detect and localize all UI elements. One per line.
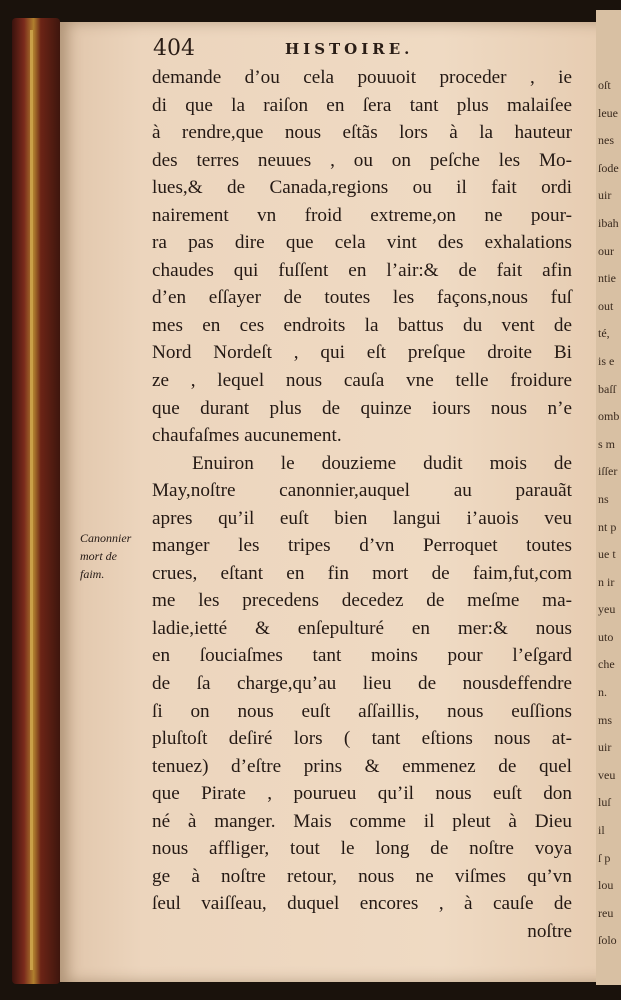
next-page-fragment: il [598,823,605,838]
catchword: noſtre [527,920,572,942]
text-line: May,noſtre canonnier,auquel au parauãt [152,480,572,502]
text-line: chaufaſmes aucunement. [152,425,342,447]
next-page-fragment: baſſ [598,381,616,396]
next-page-fragment: s m [598,436,616,451]
next-page-fragment: ms [598,712,613,727]
page-header [153,36,573,66]
marginal-note-line: faim. [80,567,105,581]
marginal-note [80,529,152,583]
next-page-fragment: nes [598,133,614,148]
running-title: HISTOIRE. [285,40,414,58]
text-line: que Pirate , pourueu qu’il nous euſt don [152,783,572,805]
text-line: de ſa charge,qu’au lieu de nousdeffendre [152,673,572,695]
next-page-fragment: nt p [598,519,617,534]
text-line: né à manger. Mais comme il pleut à Dieu [152,810,572,832]
marginal-note-line: Canonnier [80,531,132,545]
next-page-fragment: is e [598,353,615,368]
text-line: nous affliger, tout le long de noſtre voya [152,838,572,860]
next-page-fragment: ſolo [598,933,617,948]
text-line: en ſouciaſmes tant moins pour l’eſgard [152,645,572,667]
next-page-fragment: lou [598,878,614,893]
text-line: lues,& de Canada,regions ou il fait ordi [152,177,572,199]
next-page-fragment: oſt [598,78,611,92]
body-text [152,64,572,946]
text-line: ſi on nous euſt aſſaillis, nous euſſions [152,700,572,722]
next-page-fragment: n. [598,685,607,700]
text-line: nairement vn froid extreme,on ne pour- [152,204,572,226]
text-line: ladie,ietté & enſepulturé en mer:& nous [152,617,572,639]
text-line: apres qu’il euſt bien langui i’auois veu [152,507,572,529]
next-page-fragment: ns [598,491,609,506]
text-line: demande d’ou cela pouuoit proceder , ie [152,67,572,88]
marginal-note-line: mort de [80,549,117,563]
book-binding [12,18,60,984]
next-page-fragment: uir [598,188,612,203]
text-line: Nord Nordeſt , qui eſt preſque droite Bi [152,342,572,364]
text-line: tenuez) d’eſtre prins & emmenez de quel [152,755,572,777]
next-page-fragment: ſ p [598,850,611,865]
text-line: ge à noſtre retour, nous ne viſmes qu’vn [152,865,572,887]
text-line: manger les tripes d’vn Perroquet toutes [152,535,572,557]
text-line: d’en eſſayer de toutes les façons,nous fuſ [152,287,572,309]
next-page-fragment: yeu [598,602,616,617]
next-page-fragment: leue [598,105,618,120]
binding-gilt-line [30,30,33,970]
next-page-fragment: che [598,657,615,672]
text-line: Enuiron le douzieme dudit mois de [192,452,572,474]
next-page-fragment: our [598,243,614,258]
text-line: crues, eſtant en fin mort de faim,fut,com [152,562,572,584]
next-page-fragment: ibah [598,215,619,230]
text-line: des terres neuues , ou on peſche les Mo- [152,149,572,171]
text-line: ze , lequel nous cauſa vne telle froidure [152,370,572,392]
next-page-fragment: omb [598,409,620,424]
text-line: ſeul vaiſſeau, duquel encores , à cauſe de [152,893,572,915]
next-page-fragment: iſſer [598,464,618,479]
next-page-edge [596,10,621,985]
next-page-fragment: n ir [598,574,615,589]
next-page-fragment: ntie [598,271,616,286]
next-page-fragment: té, [598,326,610,341]
next-page-fragment: luſ [598,795,611,810]
text-line: ra pas dire que cela vint des exhalations [152,232,572,254]
next-page-fragment: uto [598,629,614,644]
text-line: chaudes qui fuſſent en l’air:& de fait afin [152,259,572,281]
text-line: di que la raiſon en ſera tant plus malaiſee [152,94,572,116]
text-line: me les precedens decedez de meſme ma- [152,590,572,612]
text-line: à rendre,que nous eſtãs lors à la hauteur [152,122,572,144]
next-page-fragment: veu [598,767,616,782]
next-page-fragment: reu [598,905,614,920]
text-line: mes en ces endroits la battus du vent de [152,314,572,336]
text-line: que durant plus de quinze iours nous n’e [152,397,572,419]
text-line: pluſtoſt deſiré lors ( tant eſtions nous at- [152,728,572,750]
next-page-fragment: uir [598,740,612,755]
next-page-fragment: ſode [598,160,619,175]
next-page-fragment: ue t [598,547,616,562]
page-number: 404 [153,36,195,61]
next-page-fragment: out [598,298,614,313]
